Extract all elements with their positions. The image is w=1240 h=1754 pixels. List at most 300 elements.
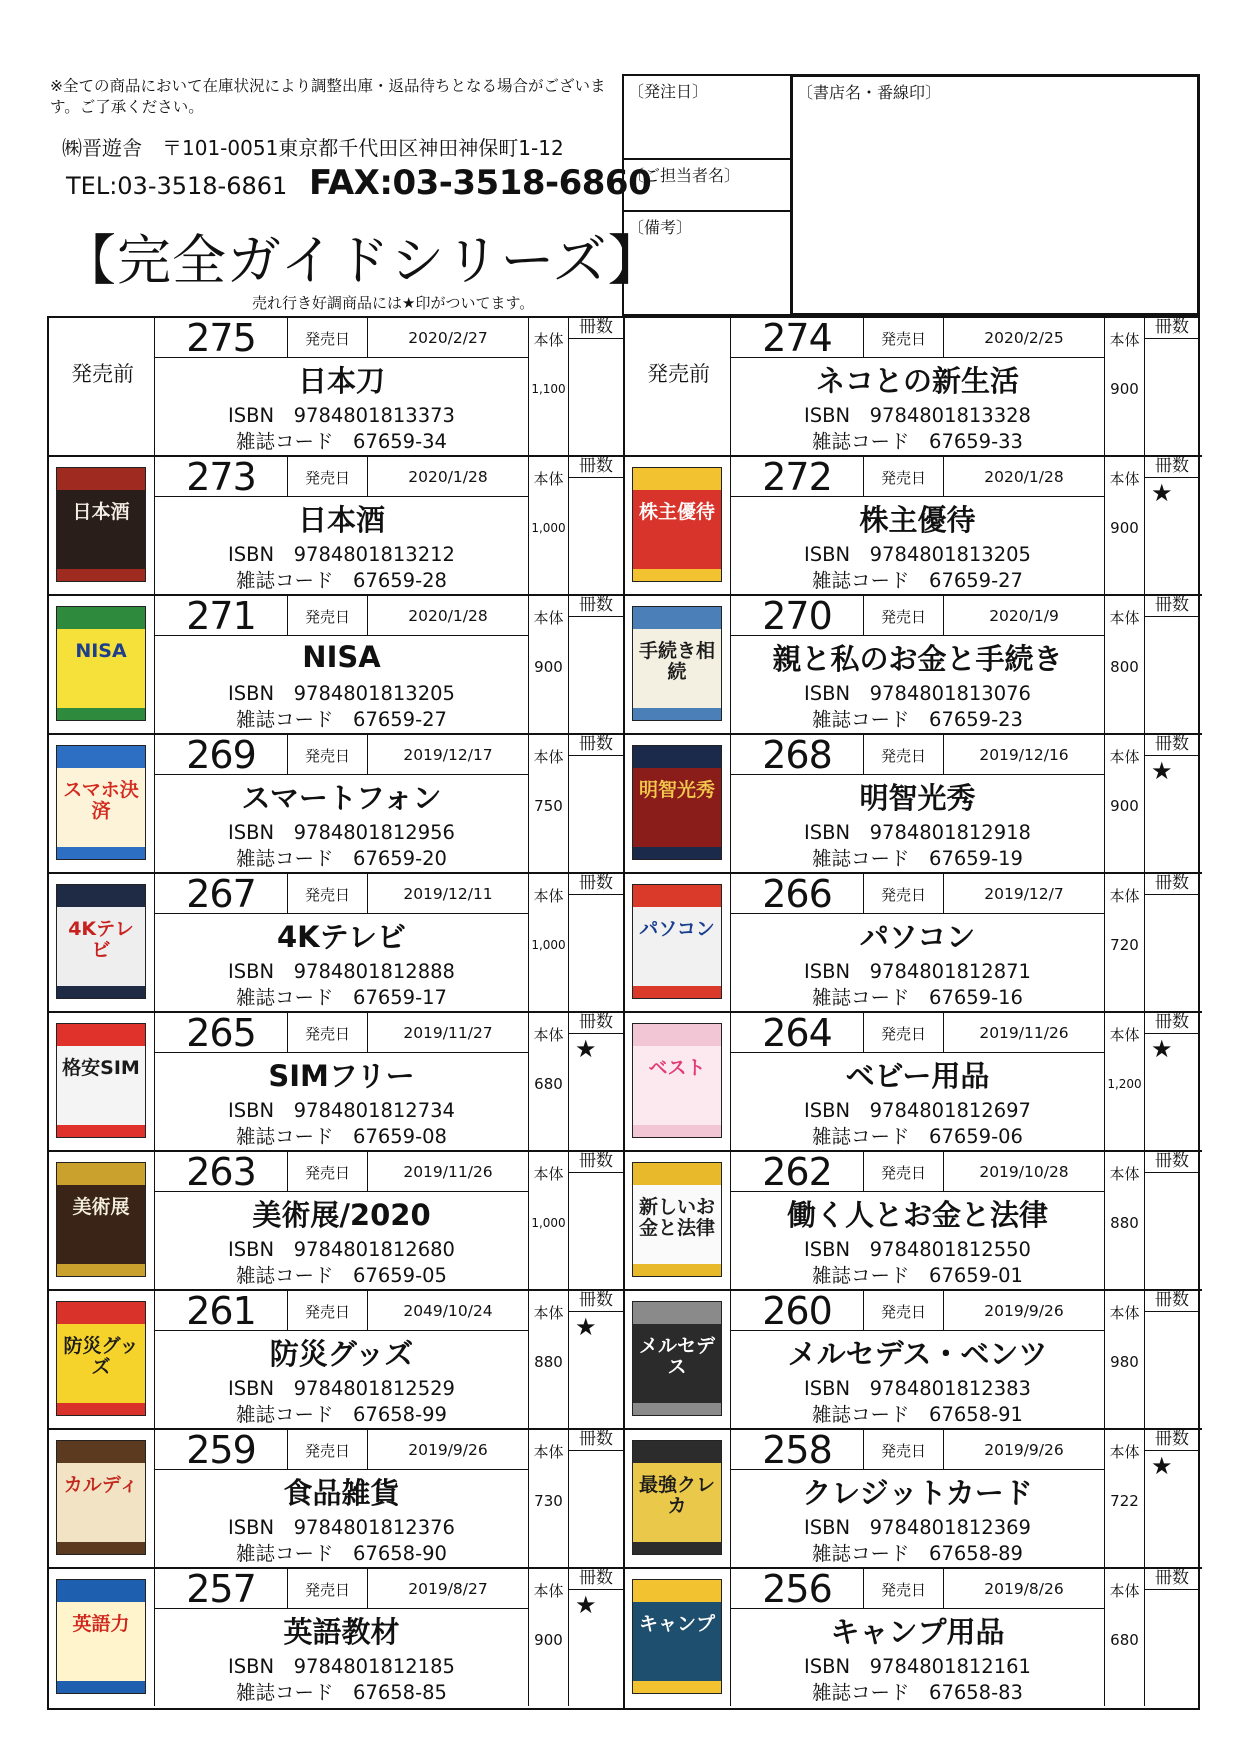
release-date-label: 発売日 (288, 1430, 368, 1470)
cover-band (633, 1441, 721, 1463)
isbn: ISBN 9784801812918 (804, 821, 1031, 844)
store-stamp-field[interactable] (790, 74, 1200, 316)
product-cell (49, 1430, 625, 1569)
product-number: 261 (155, 1291, 288, 1331)
quantity-label: 冊数 (1145, 735, 1199, 756)
product-number: 268 (731, 735, 864, 775)
price-label: 本体 (1109, 609, 1140, 627)
order-date-field[interactable] (622, 74, 792, 160)
release-date-label: 発売日 (288, 318, 368, 358)
quantity-field[interactable] (1144, 1013, 1199, 1150)
cover-image (632, 745, 722, 860)
isbn: ISBN 9784801812697 (804, 1099, 1031, 1122)
magazine-code: 雑誌コード 67659-27 (236, 708, 447, 731)
product-number: 262 (731, 1152, 864, 1192)
cover-band (57, 1542, 145, 1554)
quantity-field[interactable] (568, 1291, 623, 1428)
product-title: SIMフリー (268, 1058, 415, 1093)
cover-image (56, 745, 146, 860)
cover-band (57, 1302, 145, 1324)
price-column (1104, 1569, 1144, 1706)
cover-band (57, 1403, 145, 1415)
isbn: ISBN 9784801812383 (804, 1377, 1031, 1400)
price-label: 本体 (1109, 1304, 1140, 1322)
magazine-code: 雑誌コード 67659-19 (812, 847, 1023, 870)
cover-band (633, 1125, 721, 1137)
product-cell (625, 596, 1202, 735)
product-title: クレジットカード (802, 1475, 1033, 1510)
remarks-label: 〔備考〕 (628, 218, 693, 237)
cover-area (627, 735, 731, 872)
cover-band (633, 1024, 721, 1046)
price-label: 本体 (1109, 748, 1140, 766)
isbn: ISBN 9784801812185 (228, 1655, 455, 1678)
quantity-field[interactable] (568, 596, 623, 733)
cover-title: 4Kテレビ (68, 918, 134, 961)
cover-title: メルセデス (638, 1335, 715, 1378)
cover-area (51, 874, 155, 1011)
product-title: スマートフォン (241, 780, 442, 815)
cover-image (632, 1301, 722, 1416)
magazine-code: 雑誌コード 67659-06 (812, 1125, 1023, 1148)
cover-image (56, 606, 146, 721)
product-cell (49, 1152, 625, 1291)
price-value: 980 (1110, 1353, 1139, 1371)
price-label: 本体 (1109, 1582, 1140, 1600)
price-column (528, 1291, 568, 1428)
quantity-label: 冊数 (1145, 1013, 1199, 1034)
product-cell (49, 735, 625, 874)
product-number: 267 (155, 874, 288, 914)
price-label: 本体 (533, 748, 564, 766)
product-cell (625, 1013, 1202, 1152)
cover-area (51, 1152, 155, 1289)
product-title: ベビー用品 (845, 1058, 990, 1093)
price-value: 880 (1110, 1214, 1139, 1232)
cover-area (627, 1430, 731, 1567)
cover-band (57, 1125, 145, 1137)
cover-title: 防災グッズ (63, 1335, 139, 1378)
cover-band (633, 1681, 721, 1693)
product-cell (49, 457, 625, 596)
cover-area (51, 318, 155, 455)
cover-area (627, 1569, 731, 1706)
cover-band (633, 1542, 721, 1554)
release-date: 2020/1/28 (408, 607, 488, 625)
release-date: 2020/1/28 (408, 468, 488, 486)
cover-band (57, 1441, 145, 1463)
product-cell (625, 1291, 1202, 1430)
release-date-label: 発売日 (864, 874, 944, 914)
product-cell (625, 735, 1202, 874)
isbn: ISBN 9784801812956 (228, 821, 455, 844)
release-date-label: 発売日 (288, 1291, 368, 1331)
magazine-code: 雑誌コード 67659-23 (812, 708, 1023, 731)
quantity-label: 冊数 (569, 1291, 623, 1312)
price-label: 本体 (1109, 470, 1140, 488)
quantity-field[interactable] (568, 1152, 623, 1289)
product-number: 256 (731, 1569, 864, 1609)
quantity-label: 冊数 (569, 1430, 623, 1451)
stock-notice: ※全ての商品において在庫状況により調整出庫・返品待ちとなる場合がございます。ご了承ください。 (50, 77, 606, 116)
isbn: ISBN 9784801813373 (228, 404, 455, 427)
price-label: 本体 (533, 1026, 564, 1044)
quantity-field[interactable] (1144, 1152, 1199, 1289)
bestseller-star-icon: ★ (575, 1035, 597, 1063)
cover-title: 英語力 (72, 1613, 130, 1635)
product-title: 株主優待 (859, 502, 976, 537)
quantity-label: 冊数 (569, 318, 623, 339)
release-date: 2019/9/26 (408, 1441, 488, 1459)
cover-image (56, 1440, 146, 1555)
release-date-label: 発売日 (288, 874, 368, 914)
product-cell (625, 874, 1202, 1013)
cover-area (627, 874, 731, 1011)
quantity-label: 冊数 (569, 874, 623, 895)
price-label: 本体 (1109, 887, 1140, 905)
quantity-field[interactable] (1144, 1430, 1199, 1567)
person-in-charge-label: 〔ご担当者名〕 (628, 166, 741, 185)
cover-title: 美術展 (72, 1196, 130, 1218)
cover-area (51, 1291, 155, 1428)
product-number: 269 (155, 735, 288, 775)
product-title: 防災グッズ (269, 1336, 414, 1371)
release-date: 2049/10/24 (403, 1302, 493, 1320)
price-value: 900 (534, 1631, 563, 1649)
bestseller-star-icon: ★ (1151, 1035, 1173, 1063)
magazine-code: 雑誌コード 67659-28 (236, 569, 447, 592)
price-column (1104, 1013, 1144, 1150)
product-number: 264 (731, 1013, 864, 1053)
quantity-label: 冊数 (569, 1152, 623, 1173)
release-date: 2019/12/16 (979, 746, 1069, 764)
quantity-label: 冊数 (1145, 1569, 1199, 1590)
cover-area (627, 1013, 731, 1150)
product-cell (49, 1013, 625, 1152)
price-label: 本体 (533, 1165, 564, 1183)
product-title: ネコとの新生活 (815, 363, 1019, 398)
price-column (528, 735, 568, 872)
product-cell (49, 596, 625, 735)
quantity-field[interactable] (1144, 596, 1199, 733)
cover-band (633, 986, 721, 998)
cover-image (632, 884, 722, 999)
release-date: 2019/9/26 (984, 1302, 1064, 1320)
price-label: 本体 (533, 609, 564, 627)
release-date-label: 発売日 (864, 735, 944, 775)
quantity-field[interactable] (1144, 735, 1199, 872)
product-number: 270 (731, 596, 864, 636)
store-stamp-label: 〔書店名・番線印〕 (797, 83, 942, 102)
isbn: ISBN 9784801812529 (228, 1377, 455, 1400)
release-date: 2019/9/26 (984, 1441, 1064, 1459)
price-column (1104, 1291, 1144, 1428)
release-date-label: 発売日 (288, 1152, 368, 1192)
cover-band (633, 1264, 721, 1276)
cover-area (627, 318, 731, 455)
cover-title: 格安SIM (62, 1057, 140, 1079)
cover-band (633, 569, 721, 581)
magazine-code: 雑誌コード 67659-27 (812, 569, 1023, 592)
remarks-field[interactable] (622, 210, 792, 316)
cover-band (633, 746, 721, 768)
cover-band (633, 1163, 721, 1185)
magazine-code: 雑誌コード 67659-08 (236, 1125, 447, 1148)
product-grid (47, 316, 1200, 1710)
isbn: ISBN 9784801812888 (228, 960, 455, 983)
price-label: 本体 (1109, 331, 1140, 349)
cover-area (51, 1569, 155, 1706)
cover-title: 日本酒 (72, 501, 130, 523)
price-label: 本体 (533, 1304, 564, 1322)
price-column (1104, 457, 1144, 594)
magazine-code: 雑誌コード 67658-91 (812, 1403, 1023, 1426)
price-value: 1,000 (531, 521, 566, 535)
product-cell (625, 318, 1202, 457)
quantity-field[interactable] (1144, 1569, 1199, 1706)
quantity-label: 冊数 (569, 735, 623, 756)
cover-band (57, 1681, 145, 1693)
cover-band (57, 1580, 145, 1602)
product-cell (625, 457, 1202, 596)
price-column (1104, 1430, 1144, 1567)
cover-title: 手続き相続 (638, 640, 715, 683)
price-column (528, 1569, 568, 1706)
quantity-field[interactable] (568, 1013, 623, 1150)
cover-band (57, 847, 145, 859)
quantity-field[interactable] (568, 735, 623, 872)
product-cell (49, 1569, 625, 1708)
product-number: 274 (731, 318, 864, 358)
release-date: 2020/2/25 (984, 329, 1064, 347)
price-column (528, 874, 568, 1011)
magazine-code: 雑誌コード 67659-20 (236, 847, 447, 870)
quantity-label: 冊数 (569, 1013, 623, 1034)
bestseller-star-icon: ★ (575, 1313, 597, 1341)
price-column (528, 1152, 568, 1289)
isbn: ISBN 9784801812550 (804, 1238, 1031, 1261)
order-date-label: 〔発注日〕 (628, 82, 709, 101)
price-value: 1,000 (531, 938, 566, 952)
price-label: 本体 (533, 470, 564, 488)
price-value: 722 (1110, 1492, 1139, 1510)
price-value: 1,100 (531, 382, 566, 396)
release-date: 2020/1/28 (984, 468, 1064, 486)
cover-image (632, 1579, 722, 1694)
release-date-label: 発売日 (864, 1430, 944, 1470)
cover-title: ベスト (648, 1057, 706, 1079)
cover-band (57, 885, 145, 907)
cover-band (633, 607, 721, 629)
quantity-field[interactable] (568, 1569, 623, 1706)
price-value: 900 (1110, 519, 1139, 537)
magazine-code: 雑誌コード 67658-85 (236, 1681, 447, 1704)
product-title: パソコン (859, 919, 976, 954)
quantity-label: 冊数 (569, 457, 623, 478)
cover-area (51, 596, 155, 733)
isbn: ISBN 9784801812369 (804, 1516, 1031, 1539)
release-date-label: 発売日 (864, 1291, 944, 1331)
release-date-label: 発売日 (288, 1569, 368, 1609)
cover-area (51, 457, 155, 594)
price-column (1104, 596, 1144, 733)
price-column (1104, 735, 1144, 872)
product-cell (625, 1152, 1202, 1291)
price-column (528, 1430, 568, 1567)
quantity-field[interactable] (1144, 457, 1199, 594)
quantity-field[interactable] (1144, 318, 1199, 455)
price-label: 本体 (1109, 1026, 1140, 1044)
cover-band (633, 1302, 721, 1324)
cover-title: カルディ (63, 1474, 139, 1496)
price-column (528, 457, 568, 594)
product-number: 271 (155, 596, 288, 636)
product-title: 4Kテレビ (276, 919, 407, 954)
price-value: 900 (1110, 380, 1139, 398)
release-date: 2019/10/28 (979, 1163, 1069, 1181)
cover-title: 株主優待 (638, 501, 715, 523)
cover-image (632, 606, 722, 721)
price-column (528, 596, 568, 733)
quantity-label: 冊数 (569, 596, 623, 617)
product-number: 263 (155, 1152, 288, 1192)
cover-title: 明智光秀 (638, 779, 715, 801)
cover-image (632, 1023, 722, 1138)
cover-band (633, 708, 721, 720)
quantity-label: 冊数 (1145, 596, 1199, 617)
product-cell (625, 1569, 1202, 1708)
magazine-code: 雑誌コード 67659-17 (236, 986, 447, 1009)
product-title: 食品雑貨 (283, 1475, 400, 1510)
release-date: 2019/11/26 (979, 1024, 1069, 1042)
series-title: 【完全ガイドシリーズ】 (62, 229, 663, 292)
quantity-field[interactable] (568, 874, 623, 1011)
product-title: 日本刀 (297, 363, 385, 398)
price-value: 1,000 (531, 1216, 566, 1230)
person-in-charge-field[interactable] (622, 158, 792, 212)
quantity-field[interactable] (1144, 1291, 1199, 1428)
quantity-field[interactable] (1144, 874, 1199, 1011)
publisher-address: ㈱晋遊舎 〒101-0051東京都千代田区神田神保町1-12 (62, 136, 564, 160)
price-value: 730 (534, 1492, 563, 1510)
cover-title: キャンプ (638, 1613, 715, 1635)
quantity-field[interactable] (568, 457, 623, 594)
release-date-label: 発売日 (864, 457, 944, 497)
price-column (1104, 318, 1144, 455)
product-title: 働く人とお金と法律 (786, 1197, 1048, 1232)
cover-band (57, 1264, 145, 1276)
price-value: 680 (534, 1075, 563, 1093)
cover-image (56, 1023, 146, 1138)
cover-image (56, 884, 146, 999)
price-value: 1,200 (1107, 1077, 1142, 1091)
quantity-field[interactable] (568, 318, 623, 455)
release-date: 2019/12/11 (403, 885, 493, 903)
product-number: 260 (731, 1291, 864, 1331)
quantity-field[interactable] (568, 1430, 623, 1567)
price-value: 750 (534, 797, 563, 815)
isbn: ISBN 9784801812680 (228, 1238, 455, 1261)
release-date-label: 発売日 (288, 596, 368, 636)
quantity-label: 冊数 (1145, 318, 1199, 339)
cover-title: スマホ決済 (63, 779, 139, 822)
price-label: 本体 (533, 887, 564, 905)
magazine-code: 雑誌コード 67659-16 (812, 986, 1023, 1009)
product-title: 親と私のお金と手続き (772, 641, 1063, 676)
price-column (1104, 874, 1144, 1011)
magazine-code: 雑誌コード 67659-01 (812, 1264, 1023, 1287)
price-value: 880 (534, 1353, 563, 1371)
product-title: 美術展/2020 (252, 1197, 431, 1232)
price-column (528, 318, 568, 455)
bestseller-star-icon: ★ (575, 1591, 597, 1619)
cover-image (632, 1440, 722, 1555)
magazine-code: 雑誌コード 67658-99 (236, 1403, 447, 1426)
cover-area (51, 735, 155, 872)
price-label: 本体 (533, 1443, 564, 1461)
magazine-code: 雑誌コード 67659-33 (812, 430, 1023, 453)
cover-band (57, 746, 145, 768)
cover-band (57, 986, 145, 998)
cover-image (56, 1579, 146, 1694)
magazine-code: 雑誌コード 67658-90 (236, 1542, 447, 1565)
cover-band (57, 607, 145, 629)
price-value: 900 (534, 658, 563, 676)
release-date-label: 発売日 (864, 1152, 944, 1192)
cover-area (627, 596, 731, 733)
release-date-label: 発売日 (864, 1569, 944, 1609)
price-value: 900 (1110, 797, 1139, 815)
product-title: 日本酒 (297, 502, 385, 537)
cover-band (57, 708, 145, 720)
quantity-label: 冊数 (1145, 457, 1199, 478)
product-number: 258 (731, 1430, 864, 1470)
magazine-code: 雑誌コード 67659-34 (236, 430, 447, 453)
product-number: 266 (731, 874, 864, 914)
bestseller-star-icon: ★ (1151, 1452, 1173, 1480)
magazine-code: 雑誌コード 67659-05 (236, 1264, 447, 1287)
product-title: キャンプ用品 (830, 1614, 1005, 1649)
release-date-label: 発売日 (864, 1013, 944, 1053)
magazine-code: 雑誌コード 67658-83 (812, 1681, 1023, 1704)
product-title: メルセデス・ベンツ (787, 1336, 1048, 1371)
product-cell (625, 1430, 1202, 1569)
isbn: ISBN 9784801813205 (228, 682, 455, 705)
phone-number: TEL:03-3518-6861 (66, 172, 288, 200)
product-number: 259 (155, 1430, 288, 1470)
isbn: ISBN 9784801813328 (804, 404, 1031, 427)
price-column (528, 1013, 568, 1150)
cover-area (627, 1291, 731, 1428)
release-date-label: 発売日 (288, 735, 368, 775)
product-cell (49, 1291, 625, 1430)
fax-number: FAX:03-3518-6860 (309, 163, 652, 203)
isbn: ISBN 9784801812376 (228, 1516, 455, 1539)
cover-image (56, 1162, 146, 1277)
price-column (1104, 1152, 1144, 1289)
cover-image (632, 1162, 722, 1277)
release-date-label: 発売日 (288, 457, 368, 497)
quantity-label: 冊数 (1145, 874, 1199, 895)
product-number: 275 (155, 318, 288, 358)
cover-area (51, 1013, 155, 1150)
release-date: 2019/8/26 (984, 1580, 1064, 1598)
cover-image (56, 467, 146, 582)
bestseller-star-icon: ★ (1151, 757, 1173, 785)
price-label: 本体 (1109, 1443, 1140, 1461)
isbn: ISBN 9784801812161 (804, 1655, 1031, 1678)
product-number: 273 (155, 457, 288, 497)
